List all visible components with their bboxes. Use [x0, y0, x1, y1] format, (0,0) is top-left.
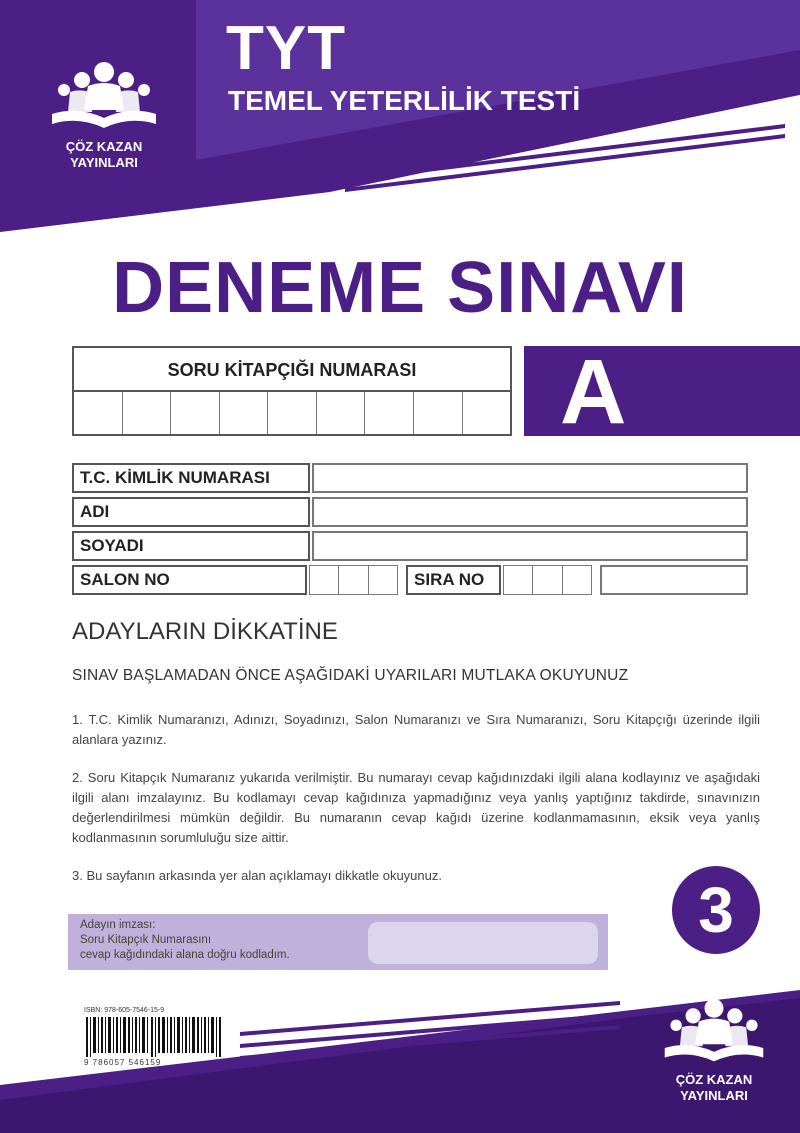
signature-line-1: Adayın imzası:: [80, 919, 156, 931]
notice-item-2: 2. Soru Kitapçık Numaranız yukarıda verilmiştir. Bu numarayı cevap kağıdınızdaki ilgili alana kodlayınız ve aşağıdaki ilgili alanı imzalayınız. Bu kodlamayı cevap kağıdınıza yapmadığınız veya yanlış yaptığınız takdirde, sınavınızın değerlendirilmesi mümkün değildir. Bu numaranın cevap kağıdı üzerine kodlanmamasının, eksik veya yanlış kodlanmasının sorumluluğu size aittir.: [72, 770, 760, 845]
tc-label: T.C. KİMLİK NUMARASI: [72, 463, 310, 493]
sira-cells[interactable]: [503, 565, 592, 595]
publisher-logo-bottom: [654, 995, 774, 1104]
sira-extra-field[interactable]: [600, 565, 748, 595]
form-row-tc: [72, 463, 748, 493]
booklet-number-cells: [74, 392, 510, 434]
publisher-logo-top: [44, 58, 164, 171]
digit-cell[interactable]: [463, 392, 511, 434]
digit-cell[interactable]: [365, 392, 414, 434]
form-row-surname: [72, 531, 748, 561]
digit-cell[interactable]: [220, 392, 269, 434]
signature-line-2: Soru Kitapçık Numarasını: [80, 934, 212, 946]
digit-cell[interactable]: [317, 392, 366, 434]
digit-cell[interactable]: [123, 392, 172, 434]
people-book-icon: [654, 995, 774, 1067]
form-row-salon-sira: [72, 565, 748, 595]
tc-field[interactable]: [312, 463, 748, 493]
name-label: ADI: [72, 497, 310, 527]
booklet-number-box: [72, 346, 512, 436]
booklet-number-label: SORU KİTAPÇIĞI NUMARASI: [74, 348, 510, 392]
barcode-digits: 9 786057 546159: [84, 1058, 162, 1067]
booklet-letter: A: [560, 341, 627, 443]
surname-label: SOYADI: [72, 531, 310, 561]
signature-instructions: [80, 918, 290, 963]
candidate-form: [72, 463, 748, 599]
salon-label: SALON NO: [72, 565, 307, 595]
digit-cell[interactable]: [171, 392, 220, 434]
page-title: DENEME SINAVI: [112, 248, 688, 328]
exam-code: TYT: [226, 14, 347, 83]
publisher-name-line1: ÇÖZ KAZAN: [65, 139, 143, 154]
publisher-name-line2: YAYINLARI: [70, 155, 138, 170]
test-number-badge: 3: [672, 866, 760, 954]
name-field[interactable]: [312, 497, 748, 527]
notice-item-1: 1. T.C. Kimlik Numaranızı, Adınızı, Soyadınızı, Salon Numaranızı ve Sıra Numaranızı, Soru Kitapçığı üzerinde ilgili alanlara yazınız.: [72, 712, 760, 747]
signature-line-3: cevap kağıdındaki alana doğru kodladım.: [80, 949, 290, 961]
surname-field[interactable]: [312, 531, 748, 561]
sira-label: SIRA NO: [406, 565, 501, 595]
notice-item-3: 3. Bu sayfanın arkasında yer alan açıklamayı dikkatle okuyunuz.: [72, 868, 442, 883]
exam-name: TEMEL YETERLİLİK TESTİ: [228, 85, 581, 116]
notice-subheading: SINAV BAŞLAMADAN ÖNCE AŞAĞIDAKİ UYARILARI MUTLAKA OKUYUNUZ: [72, 667, 629, 684]
barcode-icon: [84, 1017, 224, 1057]
publisher-name-line1: ÇÖZ KAZAN: [675, 1072, 753, 1087]
digit-cell[interactable]: [414, 392, 463, 434]
salon-cells[interactable]: [309, 565, 398, 595]
isbn-label: ISBN: 978-605-7546-15-9: [84, 1007, 165, 1014]
people-book-icon: [44, 58, 164, 134]
digit-cell[interactable]: [268, 392, 317, 434]
notice-heading: ADAYLARIN DİKKATİNE: [72, 618, 338, 645]
publisher-name-line2: YAYINLARI: [680, 1088, 748, 1103]
signature-field[interactable]: [368, 922, 598, 964]
form-row-name: [72, 497, 748, 527]
digit-cell[interactable]: [74, 392, 123, 434]
